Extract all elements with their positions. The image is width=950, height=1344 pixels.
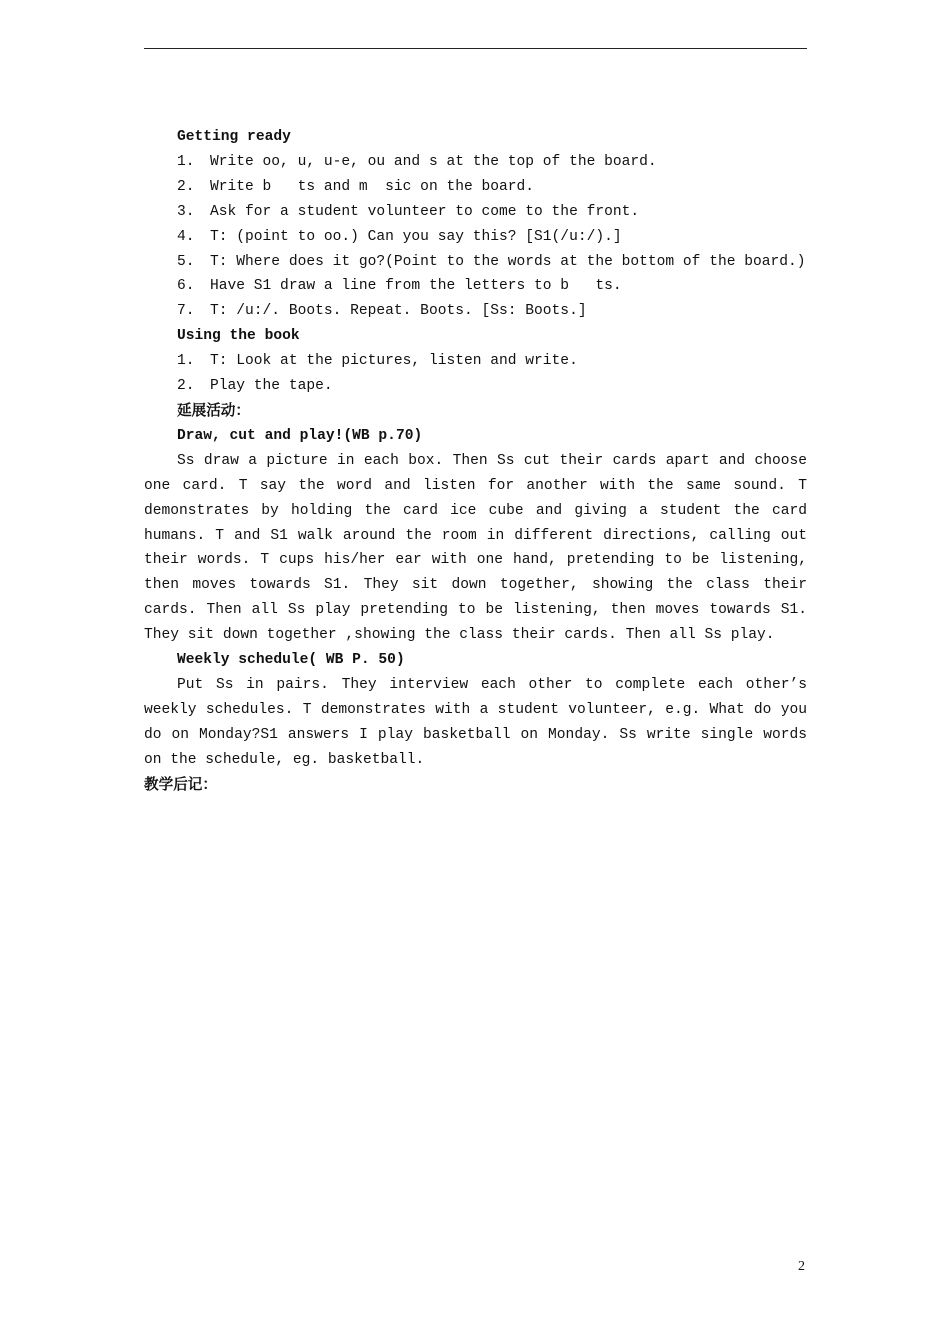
item-text: T: /u:/. Boots. Repeat. Boots. [Ss: Boots.] <box>210 303 587 320</box>
list-item <box>144 150 807 175</box>
teaching-notes-heading: 教学后记： <box>144 775 217 793</box>
activity-title-weekly-schedule: Weekly schedule( WB P. 50) <box>177 652 405 669</box>
item-text: Write b ts and m sic on the board. <box>210 178 535 195</box>
list-item <box>144 374 807 399</box>
using-book-list <box>144 349 807 399</box>
getting-ready-heading: Getting ready <box>177 129 291 145</box>
item-text: Ask for a student volunteer to come to the front. <box>210 203 640 220</box>
extension-heading: 延展活动： <box>177 401 250 419</box>
list-item <box>144 250 807 275</box>
activity-title-draw-cut-play: Draw, cut and play!(WB p.70) <box>177 427 423 444</box>
list-item <box>144 349 807 374</box>
item-number: 1. <box>177 353 195 370</box>
document-body <box>144 125 807 797</box>
list-item <box>144 274 807 299</box>
header-rule <box>144 48 807 49</box>
item-text: Have S1 draw a line from the letters to b ts. <box>210 278 622 295</box>
item-number: 2. <box>177 178 195 195</box>
item-number: 2. <box>177 378 195 395</box>
item-text: T: Where does it go?(Point to the words at the bottom of the board.) <box>210 253 806 270</box>
using-book-heading: Using the book <box>177 328 300 345</box>
item-text: Play the tape. <box>210 378 333 395</box>
item-number: 4. <box>177 228 195 245</box>
list-item <box>144 225 807 250</box>
list-item <box>144 299 807 324</box>
activity-paragraph-draw-cut-play: Ss draw a picture in each box. Then Ss cut their cards apart and choose one card. T say the word and listen for another with the same sound. T demonstrates by holding the card ice cube and giving a student the card humans. T and S1 walk around the room in different directions, calling out their words. T cups his/her ear with one hand, pretending to be listening, then moves towards S1. They sit down together, showing the class their cards. Then all Ss play pretending to be listening, then moves towards S1. They sit down together ,showing the class their cards. Then all Ss play. <box>144 452 807 644</box>
item-number: 6. <box>177 278 195 295</box>
activity-paragraph-weekly-schedule: Put Ss in pairs. They interview each other to complete each other’s weekly schedules. T demonstrates with a student volunteer, e.g. What do you do on Monday?S1 answers I play basketball on Monday. Ss write single words on the schedule, eg. basketball. <box>144 676 807 768</box>
item-number: 1. <box>177 153 195 170</box>
list-item <box>144 175 807 200</box>
item-number: 3. <box>177 203 195 220</box>
page-number: 2 <box>798 1259 805 1274</box>
item-number: 5. <box>177 253 195 270</box>
item-text: T: (point to oo.) Can you say this? [S1(/u:/).] <box>210 228 622 245</box>
item-text: Write oo, u, u-e, ou and s at the top of the board. <box>210 153 657 170</box>
list-item <box>144 200 807 225</box>
getting-ready-list <box>144 150 807 324</box>
item-number: 7. <box>177 303 195 320</box>
item-text: T: Look at the pictures, listen and write. <box>210 353 578 370</box>
